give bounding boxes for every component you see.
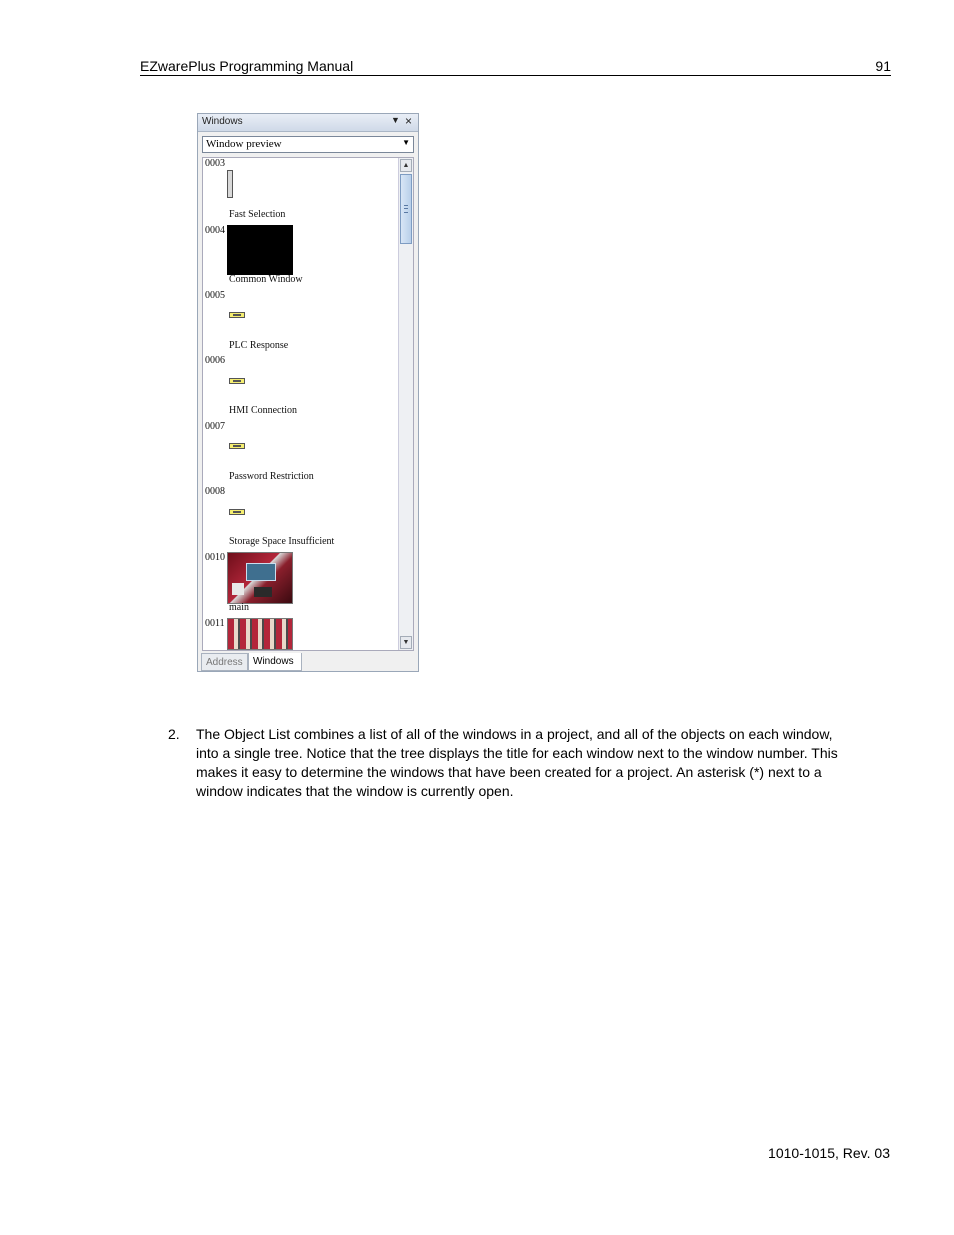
window-number: 0007 <box>205 421 225 432</box>
triangle-down-icon[interactable]: ▼ <box>391 115 400 125</box>
window-number: 0004 <box>205 225 225 236</box>
dropdown-value: Window preview <box>206 138 282 150</box>
window-preview-list[interactable] <box>202 157 414 651</box>
window-title: Storage Space Insufficient <box>229 536 335 547</box>
tab-windows[interactable]: Windows <box>248 653 302 671</box>
thumbnail-detail <box>246 563 276 581</box>
scrollbar-thumb[interactable] <box>400 174 412 244</box>
scroll-up-icon[interactable]: ▲ <box>400 159 412 172</box>
scroll-down-icon[interactable]: ▼ <box>400 636 412 649</box>
window-thumbnail[interactable] <box>229 312 245 318</box>
panel-titlebar <box>198 114 418 132</box>
window-thumbnail[interactable] <box>227 225 293 275</box>
window-title: Fast Selection <box>229 209 286 220</box>
panel-title: Windows <box>202 116 243 127</box>
window-thumbnail[interactable] <box>229 509 245 515</box>
item-number: 2. <box>168 726 180 742</box>
chevron-down-icon[interactable]: ▼ <box>402 138 410 147</box>
window-thumbnail[interactable] <box>229 378 245 384</box>
window-number: 0003 <box>205 158 225 169</box>
window-thumbnail[interactable] <box>227 170 233 198</box>
view-mode-dropdown[interactable] <box>202 136 414 153</box>
page-header <box>140 57 891 76</box>
window-number: 0008 <box>205 486 225 497</box>
window-title: Password Restriction <box>229 471 314 482</box>
document-id: 1010-1015, Rev. 03 <box>768 1145 890 1161</box>
thumbnail-detail <box>254 587 272 597</box>
manual-title: EZwarePlus Programming Manual <box>140 58 354 74</box>
grip-icon <box>404 205 408 213</box>
window-number: 0011 <box>205 618 225 629</box>
thumbnail-detail <box>232 583 244 595</box>
page-number: 91 <box>875 58 891 74</box>
window-title: Common Window <box>229 274 303 285</box>
window-number: 0010 <box>205 552 225 563</box>
window-title: PLC Response <box>229 340 289 351</box>
vertical-scrollbar[interactable] <box>398 158 413 650</box>
tab-address[interactable]: Address <box>201 653 248 671</box>
window-number: 0005 <box>205 290 225 301</box>
window-thumbnail[interactable] <box>227 552 293 604</box>
window-thumbnail[interactable] <box>229 443 245 449</box>
windows-panel <box>197 113 419 672</box>
close-icon[interactable]: × <box>405 114 413 128</box>
item-text: The Object List combines a list of all of the windows in a project, and all of the objects on each window, into a single tree. Notice that the tree displays the title for each window next to the window number. This makes it easy to determine the windows that have been created for a project. An asterisk (*) next to a window indicates that the window is currently open. <box>196 726 838 799</box>
panel-tabs <box>200 653 416 671</box>
window-thumbnail[interactable] <box>227 618 293 650</box>
window-title: HMI Connection <box>229 405 298 416</box>
window-title: main <box>229 602 249 613</box>
window-number: 0006 <box>205 355 225 366</box>
